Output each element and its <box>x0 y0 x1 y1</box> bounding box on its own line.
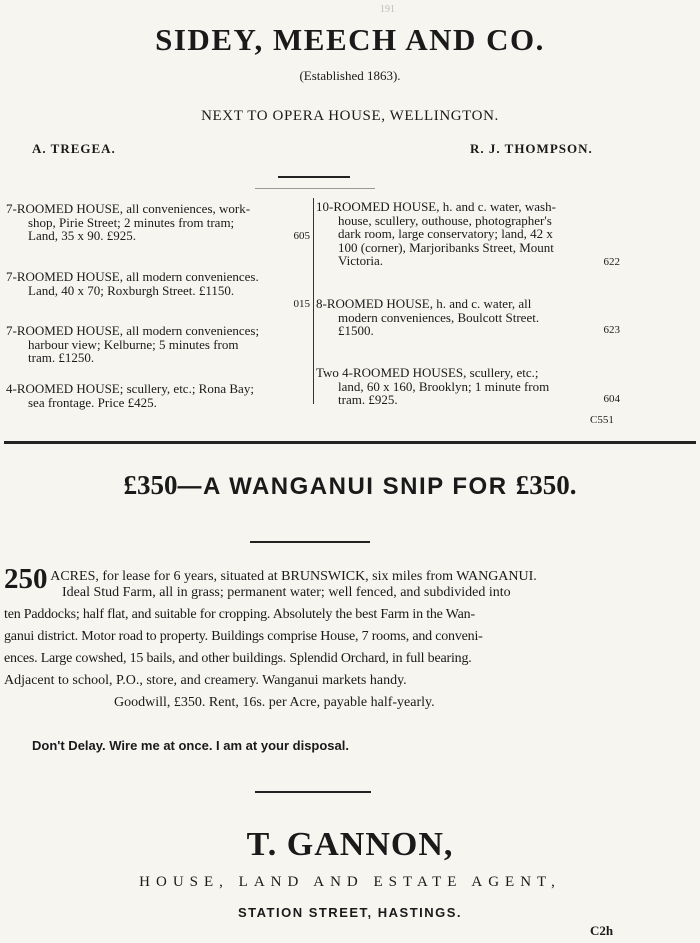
listing-ref: 622 <box>603 256 620 268</box>
listing-line: 8-ROOMED HOUSE, h. and c. water, all <box>316 296 532 311</box>
listing-line: house, scullery, outhouse, photographer's <box>338 212 552 228</box>
agent-divider <box>255 791 371 793</box>
farm-line-4: ganui district. Motor road to property. Buildings comprise House, 7 rooms, and conveni- <box>4 629 483 644</box>
listing-line: tram. £1250. <box>28 350 95 365</box>
listing-line: Land, 40 x 70; Roxburgh Street. £1150. <box>28 282 235 298</box>
listing-right-2 <box>316 297 620 338</box>
farm-line-3: ten Paddocks; half flat, and suitable for cropping. Absolutely the best Farm in the Wan- <box>4 607 475 622</box>
listing-line: sea frontage. Price £425. <box>28 394 157 410</box>
listing-line: 7-ROOMED HOUSE, all modern conveniences; <box>6 323 260 338</box>
listing-line: 10-ROOMED HOUSE, h. and c. water, wash- <box>316 199 556 214</box>
listing-line: Two 4-ROOMED HOUSES, scullery, etc.; <box>316 365 539 380</box>
listing-line: tram. £925. <box>338 392 398 407</box>
snip-middle: —A WANGANUI SNIP FOR <box>177 473 516 500</box>
partner-left: A. TREGEA. <box>32 141 116 156</box>
top-print-text: 191 <box>380 4 395 15</box>
snip-heading <box>0 470 700 501</box>
listing-line: 4-ROOMED HOUSE; scullery, etc.; Rona Bay; <box>6 381 254 396</box>
listing-line: 100 (corner), Marjoribanks Street, Mount <box>338 239 554 255</box>
listing-ref: 604 <box>603 393 620 405</box>
listing-ref: 015 <box>293 298 310 310</box>
header-divider <box>278 176 350 178</box>
snip-price-a: £350 <box>123 470 178 500</box>
established-line: (Established 1863). <box>299 68 401 83</box>
header-divider-thin <box>255 188 375 189</box>
listing-line: modern conveniences, Boulcott Street. <box>338 309 540 325</box>
listing-line: 7-ROOMED HOUSE, all modern conveniences. <box>6 269 259 284</box>
partner-right: R. J. THOMPSON. <box>470 141 593 156</box>
big-number: 250 <box>4 563 48 595</box>
agent-name: T. GANNON, <box>246 826 454 863</box>
listing-line: shop, Pirie Street; 2 minutes from tram; <box>28 214 235 230</box>
call-to-action: Don't Delay. Wire me at once. I am at your disposal. <box>32 738 349 753</box>
listing-line: land, 60 x 160, Brooklyn; 1 minute from <box>338 378 550 394</box>
listing-line: harbour view; Kelburne; 5 minutes from <box>28 336 239 352</box>
listing-right-1 <box>316 200 620 268</box>
stamp-mark: C2h <box>590 923 614 938</box>
listing-line: £1500. <box>338 323 374 338</box>
listing-left-2 <box>6 269 310 310</box>
farm-line-6: Adjacent to school, P.O., store, and creamery. Wanganui markets handy. <box>4 673 407 688</box>
company-title: SIDEY, MEECH AND CO. <box>155 22 545 57</box>
listing-line: Land, 35 x 90. £925. <box>28 228 136 243</box>
listing-footer-ref: C551 <box>590 414 614 426</box>
snip-price-b: £350. <box>515 470 577 500</box>
agent-address: STATION STREET, HASTINGS. <box>237 905 463 920</box>
snip-divider <box>250 541 370 543</box>
farm-line-1-text: ACRES, for lease for 6 years, situated at BRUNSWICK, six miles from WANGANUI. <box>50 569 537 584</box>
listing-ref: 605 <box>293 230 310 242</box>
section-divider <box>4 441 696 444</box>
listing-line: dark room, large conservatory; land, 42 x <box>338 226 553 241</box>
listing-left-1 <box>6 202 310 243</box>
listing-right-3 <box>316 366 620 407</box>
agent-role: HOUSE, LAND AND ESTATE AGENT, <box>139 874 561 890</box>
farm-terms: Goodwill, £350. Rent, 16s. per Acre, payable half-yearly. <box>114 695 435 710</box>
listing-left-4 <box>6 382 310 409</box>
listing-left-3 <box>6 324 310 365</box>
column-separator <box>313 198 314 404</box>
listing-ref: 623 <box>603 324 620 336</box>
listing-line: Victoria. <box>338 253 384 268</box>
farm-line-2: Ideal Stud Farm, all in grass; permanent water; well fenced, and subdivided into <box>62 585 511 600</box>
location-line: NEXT TO OPERA HOUSE, WELLINGTON. <box>201 108 499 124</box>
farm-line-5: ences. Large cowshed, 15 bails, and other buildings. Splendid Orchard, in full bearing. <box>4 651 472 666</box>
farm-description <box>4 563 694 714</box>
listing-line: 7-ROOMED HOUSE, all conveniences, work- <box>6 201 251 216</box>
